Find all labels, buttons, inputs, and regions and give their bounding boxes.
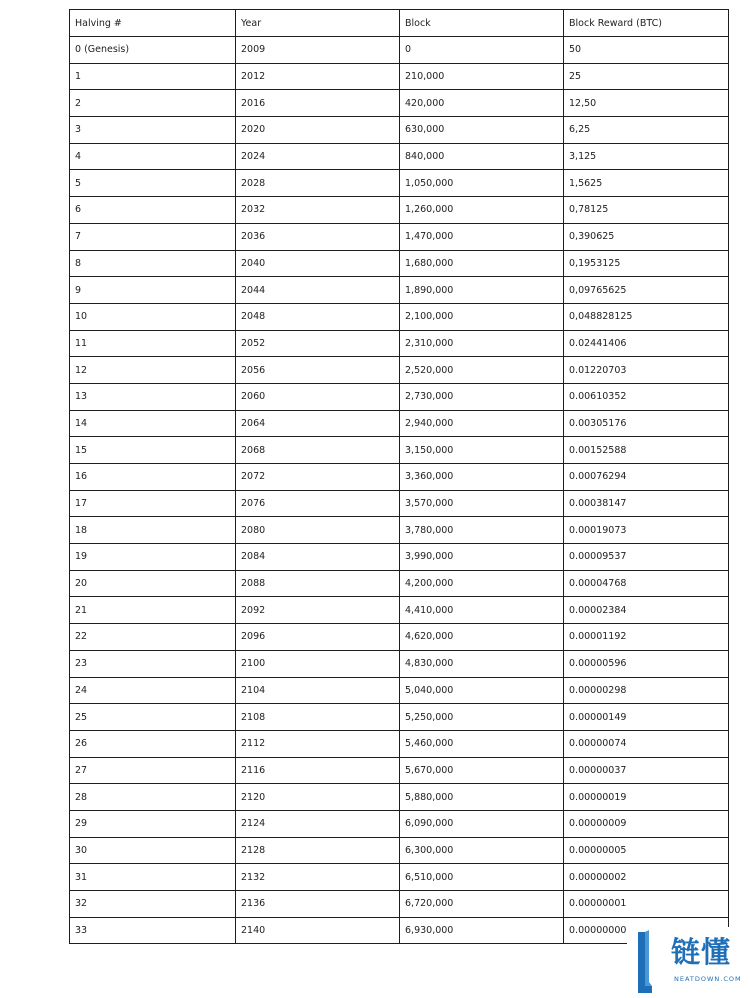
cell-halving-number: 21 <box>70 597 236 624</box>
cell-block: 2,100,000 <box>400 303 564 330</box>
cell-halving-number: 26 <box>70 730 236 757</box>
cell-year: 2012 <box>236 63 400 90</box>
table-row <box>70 570 729 597</box>
cell-block-reward: 0.00002384 <box>564 597 729 624</box>
cell-block: 3,570,000 <box>400 490 564 517</box>
table-row <box>70 650 729 677</box>
cell-year: 2100 <box>236 650 400 677</box>
cell-block-reward: 1,5625 <box>564 170 729 197</box>
cell-year: 2112 <box>236 730 400 757</box>
table-row <box>70 464 729 491</box>
cell-block: 6,720,000 <box>400 891 564 918</box>
cell-halving-number: 20 <box>70 570 236 597</box>
cell-year: 2088 <box>236 570 400 597</box>
cell-halving-number: 29 <box>70 810 236 837</box>
cell-block-reward: 25 <box>564 63 729 90</box>
cell-year: 2068 <box>236 437 400 464</box>
cell-year: 2124 <box>236 810 400 837</box>
cell-year: 2136 <box>236 891 400 918</box>
cell-block-reward: 0.00000149 <box>564 704 729 731</box>
cell-halving-number: 7 <box>70 223 236 250</box>
cell-block: 4,200,000 <box>400 570 564 597</box>
cell-block-reward: 0.00000037 <box>564 757 729 784</box>
cell-block: 3,780,000 <box>400 517 564 544</box>
cell-block-reward: 0.02441406 <box>564 330 729 357</box>
cell-year: 2020 <box>236 117 400 144</box>
table-row <box>70 383 729 410</box>
cell-block-reward: 0.00000005 <box>564 837 729 864</box>
cell-halving-number: 32 <box>70 891 236 918</box>
cell-block-reward: 0.00019073 <box>564 517 729 544</box>
cell-block: 6,300,000 <box>400 837 564 864</box>
cell-halving-number: 31 <box>70 864 236 891</box>
cell-block-reward: 0.00001192 <box>564 624 729 651</box>
table-row <box>70 143 729 170</box>
cell-halving-number: 4 <box>70 143 236 170</box>
header-block: Block <box>400 10 564 37</box>
cell-halving-number: 27 <box>70 757 236 784</box>
cell-halving-number: 19 <box>70 544 236 571</box>
table-row <box>70 757 729 784</box>
cell-year: 2140 <box>236 917 400 944</box>
cell-block: 2,730,000 <box>400 383 564 410</box>
cell-halving-number: 23 <box>70 650 236 677</box>
cell-year: 2036 <box>236 223 400 250</box>
cell-block: 1,890,000 <box>400 277 564 304</box>
cell-halving-number: 28 <box>70 784 236 811</box>
table-row <box>70 170 729 197</box>
cell-block: 0 <box>400 37 564 64</box>
table-row <box>70 837 729 864</box>
cell-block: 6,510,000 <box>400 864 564 891</box>
cell-halving-number: 2 <box>70 90 236 117</box>
cell-block-reward: 0.00152588 <box>564 437 729 464</box>
cell-block: 2,940,000 <box>400 410 564 437</box>
table-row <box>70 490 729 517</box>
cell-block-reward: 0.00000009 <box>564 810 729 837</box>
cell-block: 210,000 <box>400 63 564 90</box>
cell-block-reward: 3,125 <box>564 143 729 170</box>
table-header-row <box>70 10 729 37</box>
cell-block: 630,000 <box>400 117 564 144</box>
cell-block-reward: 0.00000019 <box>564 784 729 811</box>
cell-halving-number: 8 <box>70 250 236 277</box>
cell-block-reward: 0,09765625 <box>564 277 729 304</box>
cell-year: 2132 <box>236 864 400 891</box>
cell-block: 1,680,000 <box>400 250 564 277</box>
cell-block-reward: 0.00000001 <box>564 891 729 918</box>
cell-year: 2116 <box>236 757 400 784</box>
table-row <box>70 277 729 304</box>
cell-year: 2032 <box>236 197 400 224</box>
cell-block: 1,260,000 <box>400 197 564 224</box>
cell-year: 2108 <box>236 704 400 731</box>
table-row <box>70 117 729 144</box>
table-row <box>70 864 729 891</box>
cell-halving-number: 18 <box>70 517 236 544</box>
cell-year: 2016 <box>236 90 400 117</box>
cell-block-reward: 0,048828125 <box>564 303 729 330</box>
cell-year: 2076 <box>236 490 400 517</box>
table-row <box>70 704 729 731</box>
cell-block-reward: 0,78125 <box>564 197 729 224</box>
cell-year: 2064 <box>236 410 400 437</box>
table-row <box>70 597 729 624</box>
cell-block: 5,880,000 <box>400 784 564 811</box>
cell-block-reward: 0.00004768 <box>564 570 729 597</box>
bitcoin-halving-table <box>69 9 729 944</box>
table-row <box>70 891 729 918</box>
table-row <box>70 90 729 117</box>
cell-halving-number: 6 <box>70 197 236 224</box>
cell-halving-number: 1 <box>70 63 236 90</box>
cell-block: 840,000 <box>400 143 564 170</box>
cell-block-reward: 0.00076294 <box>564 464 729 491</box>
table-row <box>70 784 729 811</box>
cell-year: 2048 <box>236 303 400 330</box>
neatdown-watermark <box>627 927 750 998</box>
cell-year: 2044 <box>236 277 400 304</box>
cell-year: 2104 <box>236 677 400 704</box>
cell-halving-number: 14 <box>70 410 236 437</box>
cell-year: 2060 <box>236 383 400 410</box>
cell-halving-number: 22 <box>70 624 236 651</box>
watermark-logo-subtext: NEATDOWN.COM <box>674 975 742 983</box>
cell-year: 2084 <box>236 544 400 571</box>
watermark-logo-text: 链懂 <box>671 935 732 969</box>
table-row <box>70 677 729 704</box>
cell-block-reward: 0.00038147 <box>564 490 729 517</box>
cell-year: 2024 <box>236 143 400 170</box>
cell-block: 4,410,000 <box>400 597 564 624</box>
cell-block: 1,050,000 <box>400 170 564 197</box>
cell-block-reward: 0.00000298 <box>564 677 729 704</box>
cell-block-reward: 50 <box>564 37 729 64</box>
cell-block: 3,360,000 <box>400 464 564 491</box>
cell-year: 2120 <box>236 784 400 811</box>
cell-block-reward: 0.00000002 <box>564 864 729 891</box>
cell-block: 3,990,000 <box>400 544 564 571</box>
table-row <box>70 517 729 544</box>
table-row <box>70 223 729 250</box>
cell-block-reward: 0.00610352 <box>564 383 729 410</box>
cell-halving-number: 13 <box>70 383 236 410</box>
cell-year: 2072 <box>236 464 400 491</box>
cell-block: 5,670,000 <box>400 757 564 784</box>
cell-halving-number: 30 <box>70 837 236 864</box>
cell-block: 2,520,000 <box>400 357 564 384</box>
table-row <box>70 544 729 571</box>
cell-halving-number: 17 <box>70 490 236 517</box>
cell-halving-number: 12 <box>70 357 236 384</box>
cell-halving-number: 16 <box>70 464 236 491</box>
cell-block-reward: 0,1953125 <box>564 250 729 277</box>
cell-block: 4,620,000 <box>400 624 564 651</box>
cell-block-reward: 0,390625 <box>564 223 729 250</box>
table-row <box>70 410 729 437</box>
cell-year: 2028 <box>236 170 400 197</box>
cell-year: 2056 <box>236 357 400 384</box>
cell-block-reward: 0.00000000 <box>564 917 729 944</box>
cell-block-reward: 6,25 <box>564 117 729 144</box>
table-row <box>70 303 729 330</box>
table-row <box>70 37 729 64</box>
cell-halving-number: 10 <box>70 303 236 330</box>
cell-block-reward: 0.01220703 <box>564 357 729 384</box>
cell-year: 2128 <box>236 837 400 864</box>
cell-halving-number: 25 <box>70 704 236 731</box>
l-shape-logo-icon <box>635 930 653 994</box>
cell-block-reward: 0.00305176 <box>564 410 729 437</box>
cell-year: 2096 <box>236 624 400 651</box>
cell-halving-number: 24 <box>70 677 236 704</box>
cell-halving-number: 3 <box>70 117 236 144</box>
cell-halving-number: 5 <box>70 170 236 197</box>
header-block-reward: Block Reward (BTC) <box>564 10 729 37</box>
cell-block: 5,040,000 <box>400 677 564 704</box>
cell-year: 2052 <box>236 330 400 357</box>
cell-block: 5,250,000 <box>400 704 564 731</box>
cell-block: 2,310,000 <box>400 330 564 357</box>
cell-block: 1,470,000 <box>400 223 564 250</box>
cell-block-reward: 12,50 <box>564 90 729 117</box>
cell-block-reward: 0.00000596 <box>564 650 729 677</box>
table-body <box>70 37 729 944</box>
cell-halving-number: 0 (Genesis) <box>70 37 236 64</box>
cell-year: 2040 <box>236 250 400 277</box>
header-year: Year <box>236 10 400 37</box>
cell-year: 2009 <box>236 37 400 64</box>
table-row <box>70 63 729 90</box>
cell-block-reward: 0.00009537 <box>564 544 729 571</box>
table-row <box>70 437 729 464</box>
cell-halving-number: 11 <box>70 330 236 357</box>
cell-block: 6,930,000 <box>400 917 564 944</box>
table-row <box>70 624 729 651</box>
cell-halving-number: 33 <box>70 917 236 944</box>
table-row <box>70 330 729 357</box>
cell-block: 4,830,000 <box>400 650 564 677</box>
cell-block-reward: 0.00000074 <box>564 730 729 757</box>
cell-block: 420,000 <box>400 90 564 117</box>
table-row <box>70 250 729 277</box>
cell-block: 3,150,000 <box>400 437 564 464</box>
cell-year: 2080 <box>236 517 400 544</box>
table-row <box>70 730 729 757</box>
cell-block: 5,460,000 <box>400 730 564 757</box>
cell-year: 2092 <box>236 597 400 624</box>
cell-halving-number: 9 <box>70 277 236 304</box>
table-row <box>70 197 729 224</box>
table-row <box>70 810 729 837</box>
table-row <box>70 357 729 384</box>
header-halving-number: Halving # <box>70 10 236 37</box>
cell-block: 6,090,000 <box>400 810 564 837</box>
cell-halving-number: 15 <box>70 437 236 464</box>
